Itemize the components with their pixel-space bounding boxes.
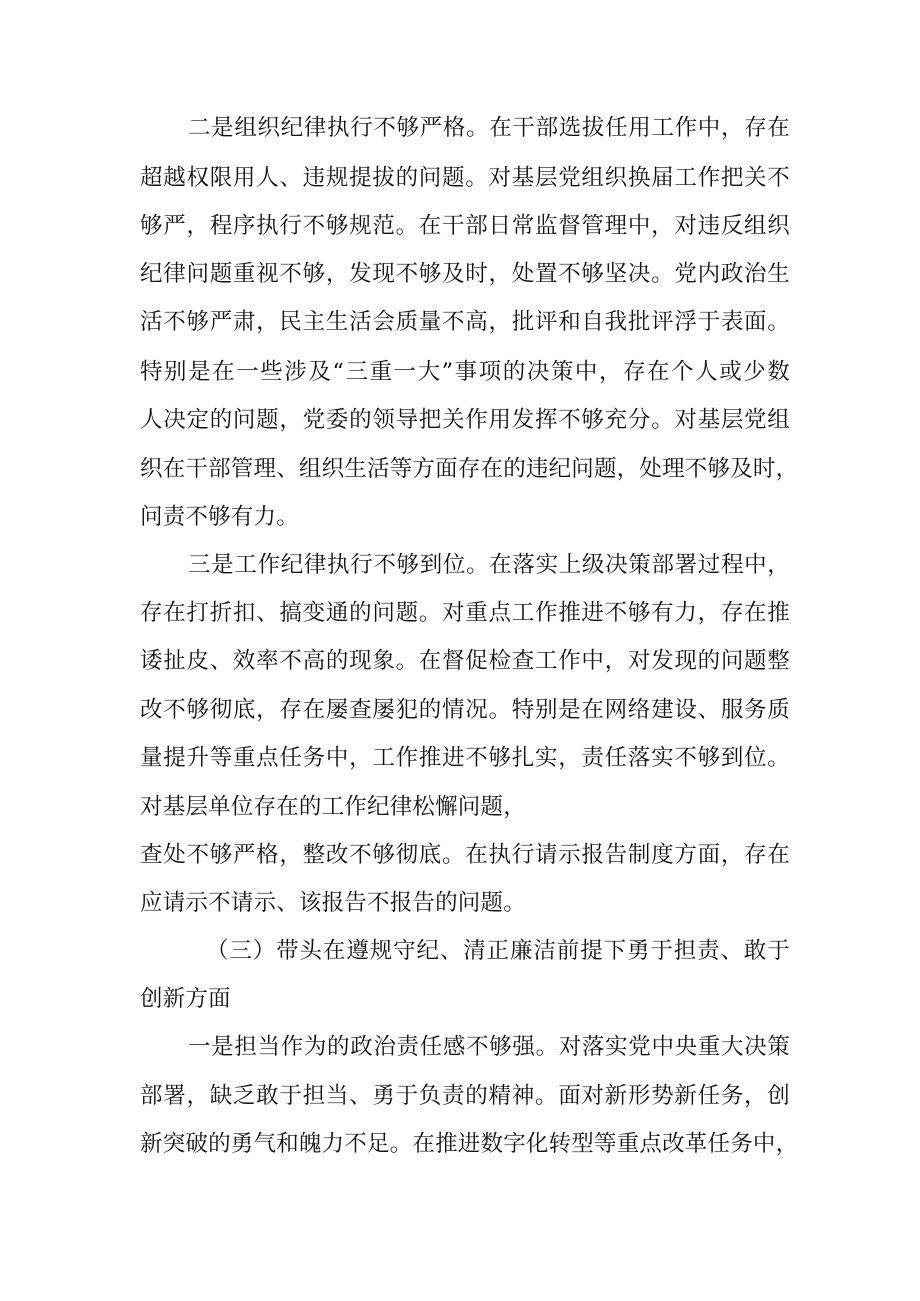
paragraph-4-line-1: 一是担当作为的政治责任感不够强。对落实党中央重大决策 [188, 1034, 790, 1060]
paragraph-2-line-4: 改不够彻底，存在屡查屡犯的情况。特别是在网络建设、服务质 [140, 697, 790, 723]
paragraph-4-line-2: 部署，缺乏敢于担当、勇于负责的精神。面对新形势新任务，创 [140, 1083, 790, 1109]
paragraph-1-line-2: 超越权限用人、违规提拔的问题。对基层党组织换届工作把关不 [140, 165, 790, 191]
paragraph-2-line-7: 查处不够严格，整改不够彻底。在执行请示报告制度方面，存在 [140, 842, 790, 868]
paragraph-1-line-3: 够严，程序执行不够规范。在干部日常监督管理中，对违反组织 [140, 213, 790, 239]
paragraph-1-line-1: 二是组织纪律执行不够严格。在干部选拔任用工作中，存在 [188, 115, 790, 141]
paragraph-1-line-8: 织在干部管理、组织生活等方面存在的违纪问题，处理不够及时， [140, 456, 799, 482]
section-heading-line-1: （三）带头在遵规守纪、清正廉洁前提下勇于担责、敢于 [206, 938, 790, 964]
paragraph-2-line-8: 应请示不请示、该报告不报告的问题。 [140, 890, 526, 916]
paragraph-2-line-5: 量提升等重点任务中，工作推进不够扎实，责任落实不够到位。 [140, 745, 790, 771]
paragraph-1-line-7: 人决定的问题，党委的领导把关作用发挥不够充分。对基层党组 [140, 407, 790, 433]
paragraph-2-line-2: 存在打折扣、搞变通的问题。对重点工作推进不够有力，存在推 [140, 600, 790, 626]
paragraph-2-line-6: 对基层单位存在的工作纪律松懈问题， [140, 794, 526, 820]
paragraph-1-line-9: 问责不够有力。 [140, 504, 299, 530]
paragraph-2-line-1: 三是工作纪律执行不够到位。在落实上级决策部署过程中， [188, 552, 790, 578]
section-heading-line-2: 创新方面 [140, 986, 231, 1012]
paragraph-1-line-4: 纪律问题重视不够，发现不够及时，处置不够坚决。党内政治生 [140, 261, 790, 287]
paragraph-4-line-3: 新突破的勇气和魄力不足。在推进数字化转型等重点改革任务中， [140, 1131, 799, 1157]
paragraph-1-line-6: 特别是在一些涉及“三重一大”事项的决策中，存在个人或少数 [140, 359, 790, 385]
paragraph-1-line-5: 活不够严肃，民主生活会质量不高，批评和自我批评浮于表面。 [140, 309, 790, 335]
paragraph-2-line-3: 诿扯皮、效率不高的现象。在督促检查工作中，对发现的问题整 [140, 648, 790, 674]
